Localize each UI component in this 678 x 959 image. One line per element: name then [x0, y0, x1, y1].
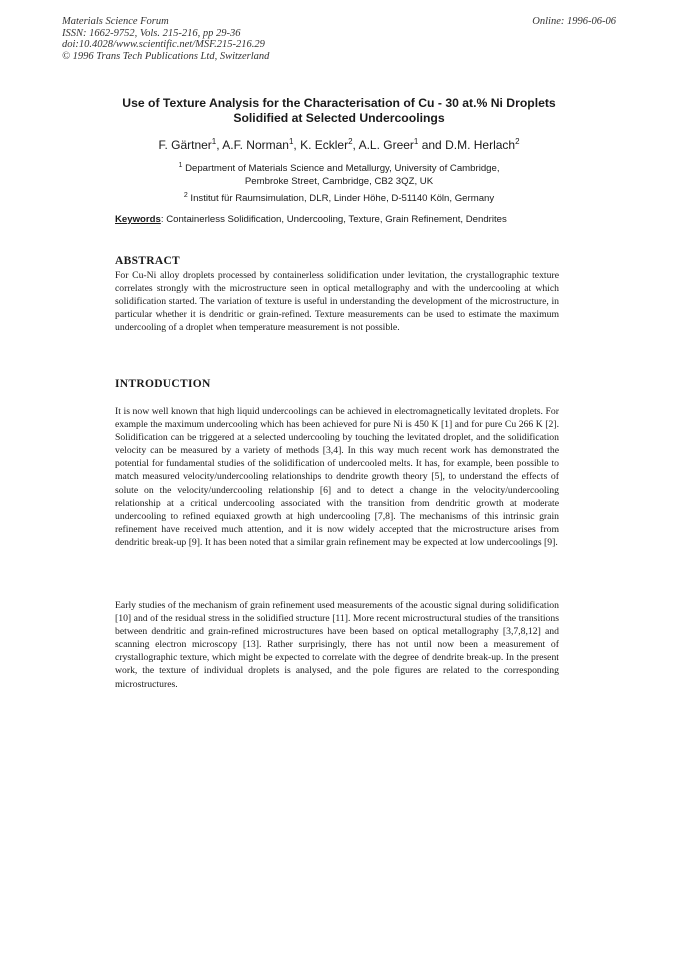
- intro-paragraph-2: Early studies of the mechanism of grain refinement used measurements of the acoustic signal during solidification [10] and of the residual stress in the solidified structure [11]. More recent microstructural studies of the transitions between dendritic and grain-refined microstructures have been based on optical metallography [3,7,8,12] and scanning electron microscopy [13]. Rather surprisingly, there has not until now been a measurement of crystallographic texture, which might be expected to correlate with the degree of dendrite break-up. In the present work, the texture of individual droplets is analysed, and the pole figures are related to the corresponding microstructures.: [115, 600, 559, 690]
- author: K. Eckler$^2$,: [300, 137, 359, 152]
- online-date: Online: 1996-06-06: [532, 16, 616, 27]
- issn-line: ISSN: 1662-9752, Vols. 215-216, pp 29-36: [62, 27, 241, 39]
- author: F. Gärtner$^1$,: [158, 137, 223, 152]
- publication-info: [62, 16, 269, 62]
- copyright-line: © 1996 Trans Tech Publications Ltd, Switzerland: [62, 50, 270, 62]
- keywords-label: Keywords: [115, 214, 161, 225]
- introduction-heading: INTRODUCTION: [115, 378, 211, 390]
- affiliation-2: $^2$ Institut für Raumsimulation, DLR, Linder Höhe, D-51140 Köln, Germany: [183, 192, 495, 205]
- paper-title: Use of Texture Analysis for the Characterisation of Cu - 30 at.% Ni Droplets Solidified at Selected Undercoolings: [122, 96, 556, 125]
- journal-name: Materials Science Forum: [62, 16, 169, 27]
- author-list: [60, 137, 618, 152]
- keywords-text: Containerless Solidification, Undercooling, Texture, Grain Refinement, Dendrites: [166, 214, 507, 225]
- keywords-line: Keywords: Containerless Solidification, Undercooling, Texture, Grain Refinement, Dendrites: [115, 214, 507, 225]
- affiliation-1: $^1$ Department of Materials Science and Metallurgy, University of Cambridge, Pembroke Street, Cambridge, CB2 3QZ, UK: [178, 162, 500, 187]
- doi-line[interactable]: doi:10.4028/www.scientific.net/MSF.215-216.29: [62, 39, 265, 50]
- abstract-text: For Cu-Ni alloy droplets processed by containerless solidification under levitation, the crystallographic texture correlates strongly with the microstructure seen in optical metallography and with the undercooling at which solidification started. The variation of texture is useful in understanding the development of the microstructure, in particular whether it is dendritic or grain-refined. Texture measurements can be used to estimate the maximum undercooling of a droplet when temperature measurement is not possible.: [115, 270, 559, 334]
- intro-paragraph-1: It is now well known that high liquid undercoolings can be achieved in electromagnetically levitated droplets. For example the maximum undercooling which has been achieved for pure Ni is 450 K [1] and for pure Cu 266 K [2]. Solidification can be triggered at a selected undercooling by touching the levitated droplet, and the solidification velocity can be measured by a variety of methods [3,4]. In this way much recent work has demonstrated the potential for fundamental studies of the solidification of undercooled melts. It has, for example, been possible to match measured velocity/undercooling relationships to dendrite growth theory [5], to understand the effects of solute on the velocity/undercooling relationship [6] and to detect a change in the velocity/undercooling relationship at a critical undercooling associated with the transition from dendritic growth at moderate undercooling to refined equiaxed growth at high undercooling [7,8]. The mechanisms of this intrinsic grain refinement have received much attention, and it is now widely accepted that the microstructure arises from dendritic break-up [9]. It has been noted that a similar grain refinement may be expected at low undercoolings [9].: [115, 406, 559, 548]
- author: D.M. Herlach$^2$: [445, 137, 520, 152]
- abstract-heading: ABSTRACT: [115, 255, 181, 267]
- author: A.F. Norman$^1$,: [222, 137, 301, 152]
- author: A.L. Greer$^1$ and: [358, 137, 446, 152]
